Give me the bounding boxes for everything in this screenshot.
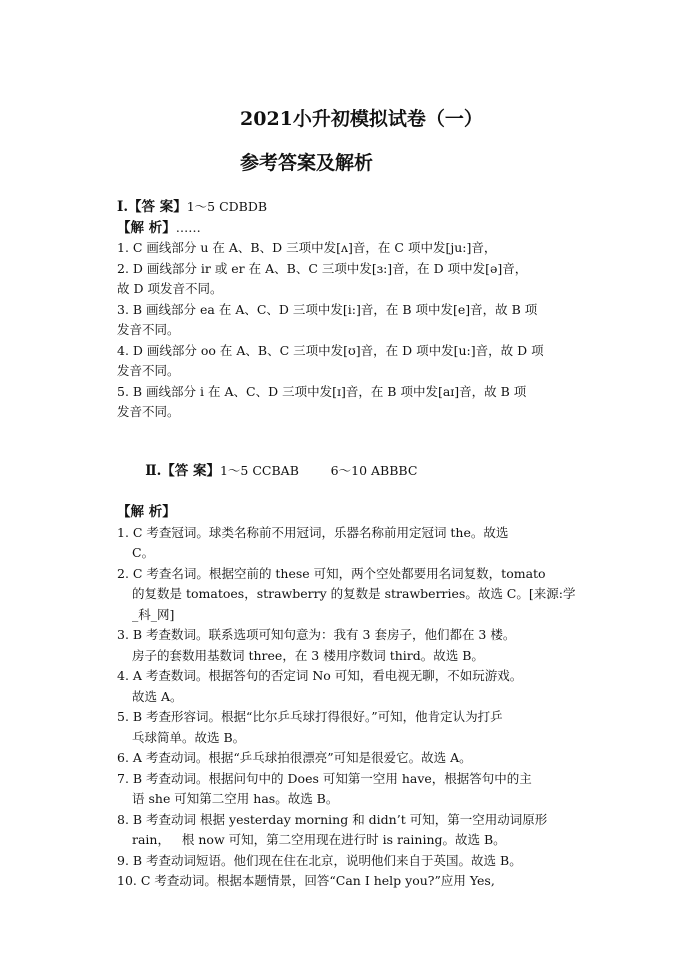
section2-answers: 1～5 CCBAB 6～10 ABBBC	[219, 463, 418, 478]
section2-line: 9. B 考查动词短语。他们现在住在北京，说明他们来自于英国。故选 B。	[117, 852, 522, 868]
doc-subtitle: 参考答案及解析	[240, 152, 374, 174]
doc-title: 2021小升初模拟试卷（一）	[240, 108, 483, 130]
section1-header	[117, 197, 577, 218]
section1-line: 发音不同。	[117, 322, 180, 337]
answer-content	[117, 197, 577, 892]
section1-line: 发音不同。	[117, 404, 180, 419]
section1-line: 4. D 画线部分 oo 在 A、B、C 三项中发[ʊ]音，在 D 项中发[u:]音，故 D 项	[117, 342, 544, 358]
section2-line: 7. B 考查动词。根据问句中的 Does 可知第一空用 have，根据答句中的主	[117, 770, 532, 786]
section2-jiexi	[117, 502, 577, 523]
section2-line: 1. C 考查冠词。球类名称前不用冠词，乐器名称前用定冠词 the。故选	[117, 524, 509, 540]
section-spacer	[117, 423, 577, 441]
section2-jiexi-label: 【解 析】	[117, 504, 176, 520]
section2-line: C。	[132, 545, 155, 560]
section1-jiexi-trail: ……	[175, 219, 201, 235]
section1-line: 1. C 画线部分 u 在 A、B、D 三项中发[ʌ]音，在 C 项中发[ju:]音，	[117, 240, 497, 255]
section2-line: 5. B 考查形容词。根据“比尔乒乓球打得很好。”可知，他肯定认为打乒	[117, 709, 503, 724]
section1-line: 发音不同。	[117, 363, 180, 378]
section1-line: 2. D 画线部分 ir 或 er 在 A、B、C 三项中发[ɜ:]音，在 D 项中发[ə]音，	[117, 260, 528, 276]
section2-line: 2. C 考查名词。根据空前的 these 可知，两个空处都要用名词复数，tomato	[117, 565, 546, 581]
section2-line: rain， 根 now 可知，第二空用现在进行时 is raining。故选 B。	[132, 832, 506, 847]
section2-line: 8. B 考查动词 根据 yesterday morning 和 didn’t 可知，第一空用动词原形	[117, 811, 548, 827]
section2-line: 3. B 考查数词。联系选项可知句意为：我有 3 套房子，他们都在 3 楼。	[117, 627, 516, 642]
section2-line: 房子的套数用基数词 three，在 3 楼用序数词 third。故选 B。	[132, 647, 484, 663]
section1-jiexi-label: 【解 析】	[117, 219, 176, 236]
section2-line: _科_网]	[132, 606, 175, 622]
section1-answers: 1～5 CDBDB	[186, 199, 268, 214]
section2-line: 乓球简单。故选 B。	[132, 729, 246, 745]
section1-line: 3. B 画线部分 ea 在 A、C、D 三项中发[i:]音，在 B 项中发[e]音，故 B 项	[117, 301, 538, 317]
section2-header	[117, 441, 577, 503]
section2-line: 语 she 可知第二空用 has。故选 B。	[132, 791, 339, 806]
section2-line: 6. A 考查动词。根据“乒乓球拍很漂亮”可知是很爱它。故选 A。	[117, 750, 472, 765]
section1-line: 5. B 画线部分 i 在 A、C、D 三项中发[ɪ]音，在 B 项中发[aɪ]音，故 B 项	[117, 383, 527, 399]
section2-line: 故选 A。	[132, 688, 183, 704]
section1-header-label: Ⅰ.【答 案】	[117, 199, 187, 215]
section2-line: 的复数是 tomatoes，strawberry 的复数是 strawberries。故选 C。[来源:学	[132, 586, 576, 601]
section1-jiexi	[117, 218, 577, 239]
section2-header-label: Ⅱ.【答 案】	[145, 463, 220, 479]
section1-line: 故 D 项发音不同。	[117, 281, 223, 296]
section2-line: 10. C 考查动词。根据本题情景，回答“Can I help you?”应用 Yes,	[117, 873, 495, 888]
section2-line: 4. A 考查数词。根据答句的否定词 No 可知，看电视无聊，不如玩游戏。	[117, 668, 523, 683]
